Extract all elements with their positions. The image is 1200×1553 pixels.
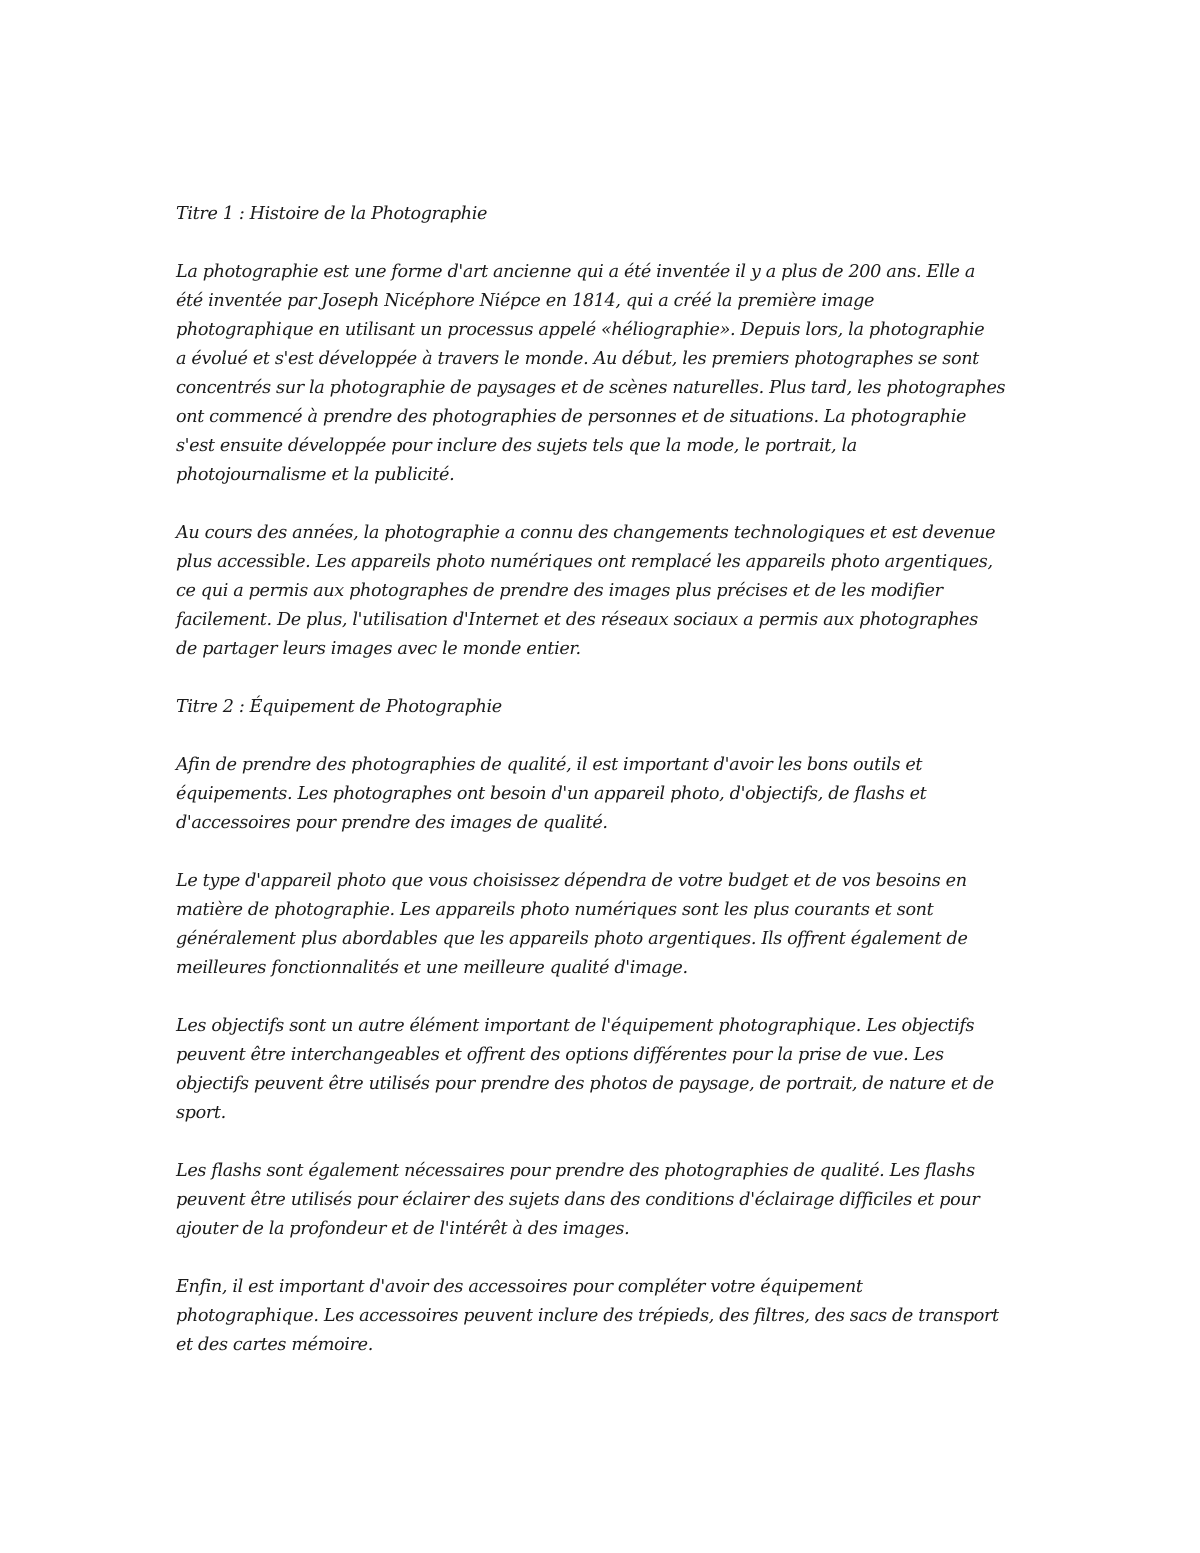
paragraph-5 bbox=[176, 1012, 1028, 1128]
text-line: Le type d'appareil photo que vous choisissez dépendra de votre budget et de vos besoins en bbox=[176, 871, 967, 891]
paragraph-7 bbox=[176, 1273, 1028, 1360]
text-line: a évolué et s'est développée à travers le monde. Au début, les premiers photographes se sont bbox=[176, 349, 979, 369]
text-line: plus accessible. Les appareils photo numériques ont remplacé les appareils photo argentiques, bbox=[176, 552, 993, 572]
text-line: La photographie est une forme d'art ancienne qui a été inventée il y a plus de 200 ans. Elle a bbox=[176, 262, 975, 282]
text-line: Les objectifs sont un autre élément important de l'équipement photographique. Les objectifs bbox=[176, 1016, 975, 1036]
text-line: d'accessoires pour prendre des images de qualité. bbox=[176, 813, 608, 833]
text-line: ont commencé à prendre des photographies de personnes et de situations. La photographie bbox=[176, 407, 967, 427]
text-line: peuvent être utilisés pour éclairer des sujets dans des conditions d'éclairage difficiles et pour bbox=[176, 1190, 980, 1210]
text-line: et des cartes mémoire. bbox=[176, 1335, 373, 1355]
text-line: été inventée par Joseph Nicéphore Niépce en 1814, qui a créé la première image bbox=[176, 291, 875, 311]
text-line: photographique en utilisant un processus appelé «héliographie». Depuis lors, la photographie bbox=[176, 320, 985, 340]
text-line: ajouter de la profondeur et de l'intérêt à des images. bbox=[176, 1219, 630, 1239]
text-line: sport. bbox=[176, 1103, 226, 1123]
paragraph-6 bbox=[176, 1157, 1028, 1244]
text-line: Titre 2 : Équipement de Photographie bbox=[176, 697, 502, 717]
text-line: peuvent être interchangeables et offrent des options différentes pour la prise de vue. Les bbox=[176, 1045, 944, 1065]
paragraph-2 bbox=[176, 519, 1028, 664]
text-line: de partager leurs images avec le monde entier. bbox=[176, 639, 581, 659]
text-line: Titre 1 : Histoire de la Photographie bbox=[176, 204, 488, 224]
paragraph-3 bbox=[176, 751, 1028, 838]
text-line: concentrés sur la photographie de paysages et de scènes naturelles. Plus tard, les photographes bbox=[176, 378, 1006, 398]
text-line: équipements. Les photographes ont besoin d'un appareil photo, d'objectifs, de flashs et bbox=[176, 784, 927, 804]
section-heading-1 bbox=[176, 200, 1028, 229]
text-line: matière de photographie. Les appareils photo numériques sont les plus courants et sont bbox=[176, 900, 934, 920]
text-line: facilement. De plus, l'utilisation d'Internet et des réseaux sociaux a permis aux photographes bbox=[176, 610, 978, 630]
text-line: s'est ensuite développée pour inclure des sujets tels que la mode, le portrait, la bbox=[176, 436, 857, 456]
text-line: généralement plus abordables que les appareils photo argentiques. Ils offrent également de bbox=[176, 929, 968, 949]
text-line: Enfin, il est important d'avoir des accessoires pour compléter votre équipement bbox=[176, 1277, 863, 1297]
text-line: Au cours des années, la photographie a connu des changements technologiques et est devenue bbox=[176, 523, 996, 543]
document-body bbox=[176, 200, 1028, 1389]
section-heading-2 bbox=[176, 693, 1028, 722]
text-line: Afin de prendre des photographies de qualité, il est important d'avoir les bons outils et bbox=[176, 755, 923, 775]
text-line: ce qui a permis aux photographes de prendre des images plus précises et de les modifier bbox=[176, 581, 943, 601]
text-line: photographique. Les accessoires peuvent inclure des trépieds, des filtres, des sacs de transport bbox=[176, 1306, 999, 1326]
text-line: photojournalisme et la publicité. bbox=[176, 465, 455, 485]
paragraph-1 bbox=[176, 258, 1028, 490]
text-line: objectifs peuvent être utilisés pour prendre des photos de paysage, de portrait, de nature et de bbox=[176, 1074, 994, 1094]
paragraph-4 bbox=[176, 867, 1028, 983]
text-line: meilleures fonctionnalités et une meilleure qualité d'image. bbox=[176, 958, 688, 978]
text-line: Les flashs sont également nécessaires pour prendre des photographies de qualité. Les flashs bbox=[176, 1161, 975, 1181]
